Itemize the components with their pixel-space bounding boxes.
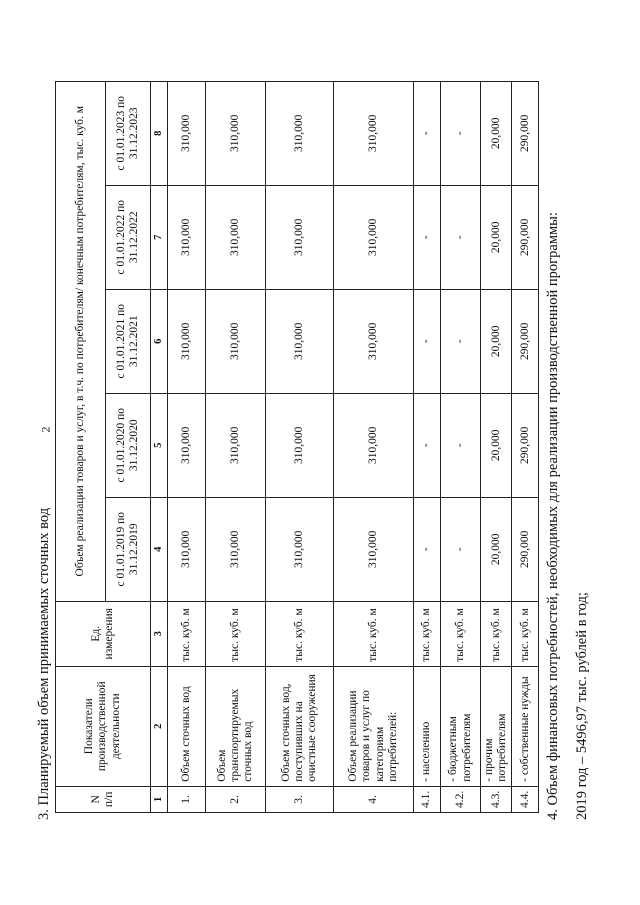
row-unit: тыс. куб. м xyxy=(481,601,512,666)
row-value: 310,000 xyxy=(168,185,206,289)
row-num: 1. xyxy=(168,786,206,812)
row-value: - xyxy=(441,497,481,601)
column-number: 3 xyxy=(151,601,168,666)
row-value: 310,000 xyxy=(266,393,334,497)
row-value: 310,000 xyxy=(206,497,266,601)
row-name: Объем реализации товаров и услуг по категориям потребителей: xyxy=(334,666,414,786)
row-value: 310,000 xyxy=(266,497,334,601)
row-unit: тыс. куб. м xyxy=(266,601,334,666)
column-number: 5 xyxy=(151,393,168,497)
row-value: 290,000 xyxy=(512,185,539,289)
row-name: Объем сточных вод xyxy=(168,666,206,786)
row-value: 310,000 xyxy=(266,81,334,185)
row-value: 310,000 xyxy=(168,393,206,497)
row-name: Объем сточных вод, поступивших на очистные сооружения xyxy=(266,666,334,786)
row-value: 310,000 xyxy=(168,81,206,185)
table-row xyxy=(414,81,441,812)
row-num: 4. xyxy=(334,786,414,812)
row-unit: тыс. куб. м xyxy=(441,601,481,666)
row-name: Объем транспортируемых сточных вод xyxy=(206,666,266,786)
row-value: 310,000 xyxy=(266,185,334,289)
row-num: 3. xyxy=(266,786,334,812)
header-period-2023: с 01.01.2023 по 31.12.2023 xyxy=(106,81,151,185)
header-num: N п/п xyxy=(56,786,151,812)
row-name: - бюджетным потребителям xyxy=(441,666,481,786)
row-name: - прочим потребителям xyxy=(481,666,512,786)
row-value: 310,000 xyxy=(206,289,266,393)
table-row xyxy=(206,81,266,812)
table-row xyxy=(168,81,206,812)
row-value: 290,000 xyxy=(512,289,539,393)
row-unit: тыс. куб. м xyxy=(414,601,441,666)
header-volume-group: Объем реализации товаров и услуг, в т.ч. по потребителям/ конечным потребителям, тыс. куб. м xyxy=(56,81,106,601)
row-value: 20,000 xyxy=(481,81,512,185)
row-value: 310,000 xyxy=(266,289,334,393)
table-row xyxy=(441,81,481,812)
row-value: 290,000 xyxy=(512,81,539,185)
row-num: 4.1. xyxy=(414,786,441,812)
row-value: - xyxy=(441,185,481,289)
row-num: 4.3. xyxy=(481,786,512,812)
row-value: 20,000 xyxy=(481,185,512,289)
row-num: 4.2. xyxy=(441,786,481,812)
column-number: 8 xyxy=(151,81,168,185)
row-name: - населению xyxy=(414,666,441,786)
header-period-2020: с 01.01.2020 по 31.12.2020 xyxy=(106,393,151,497)
row-value: - xyxy=(414,497,441,601)
row-name: - собственные нужды xyxy=(512,666,539,786)
row-value: - xyxy=(414,81,441,185)
row-unit: тыс. куб. м xyxy=(512,601,539,666)
header-row-1 xyxy=(56,81,106,812)
financial-needs-heading: 4. Объем финансовых потребностей, необходимых для реализации производственной программы: xyxy=(545,212,561,820)
header-indicator: Показатели производственной деятельности xyxy=(56,666,151,786)
row-unit: тыс. куб. м xyxy=(334,601,414,666)
table-row xyxy=(266,81,334,812)
row-value: - xyxy=(441,393,481,497)
row-value: 310,000 xyxy=(206,393,266,497)
row-num: 2. xyxy=(206,786,266,812)
row-value: - xyxy=(441,81,481,185)
table-row xyxy=(481,81,512,812)
row-value: 310,000 xyxy=(334,81,414,185)
row-unit: тыс. куб. м xyxy=(168,601,206,666)
page-number: 2 xyxy=(38,426,53,433)
column-number-row xyxy=(151,81,168,812)
row-value: 20,000 xyxy=(481,289,512,393)
table-row xyxy=(512,81,539,812)
row-value: 290,000 xyxy=(512,393,539,497)
sewage-volume-table-wrap xyxy=(55,81,539,813)
row-value: 310,000 xyxy=(206,81,266,185)
row-num: 4.4. xyxy=(512,786,539,812)
row-value: 310,000 xyxy=(334,393,414,497)
row-unit: тыс. куб. м xyxy=(206,601,266,666)
row-value: 310,000 xyxy=(168,497,206,601)
column-number: 2 xyxy=(151,666,168,786)
row-value: 290,000 xyxy=(512,497,539,601)
section-title: 3. Планируемый объем принимаемых сточных вод xyxy=(36,507,52,820)
row-value: 20,000 xyxy=(481,393,512,497)
row-value: 310,000 xyxy=(334,185,414,289)
column-number: 6 xyxy=(151,289,168,393)
row-value: 20,000 xyxy=(481,497,512,601)
column-number: 1 xyxy=(151,786,168,812)
column-number: 4 xyxy=(151,497,168,601)
table-row xyxy=(334,81,414,812)
row-value: - xyxy=(414,185,441,289)
row-value: 310,000 xyxy=(334,497,414,601)
row-value: - xyxy=(414,393,441,497)
header-unit: Ед. измерения xyxy=(56,601,151,666)
row-value: 310,000 xyxy=(334,289,414,393)
row-value: 310,000 xyxy=(206,185,266,289)
financial-needs-2019: 2019 год – 5496,97 тыс. рублей в год; xyxy=(574,592,590,820)
header-period-2021: с 01.01.2021 по 31.12.2021 xyxy=(106,289,151,393)
row-value: - xyxy=(441,289,481,393)
row-value: 310,000 xyxy=(168,289,206,393)
row-value: - xyxy=(414,289,441,393)
header-period-2022: с 01.01.2022 по 31.12.2022 xyxy=(106,185,151,289)
column-number: 7 xyxy=(151,185,168,289)
header-period-2019: с 01.01.2019 по 31.12.2019 xyxy=(106,497,151,601)
sewage-volume-table xyxy=(55,81,539,813)
